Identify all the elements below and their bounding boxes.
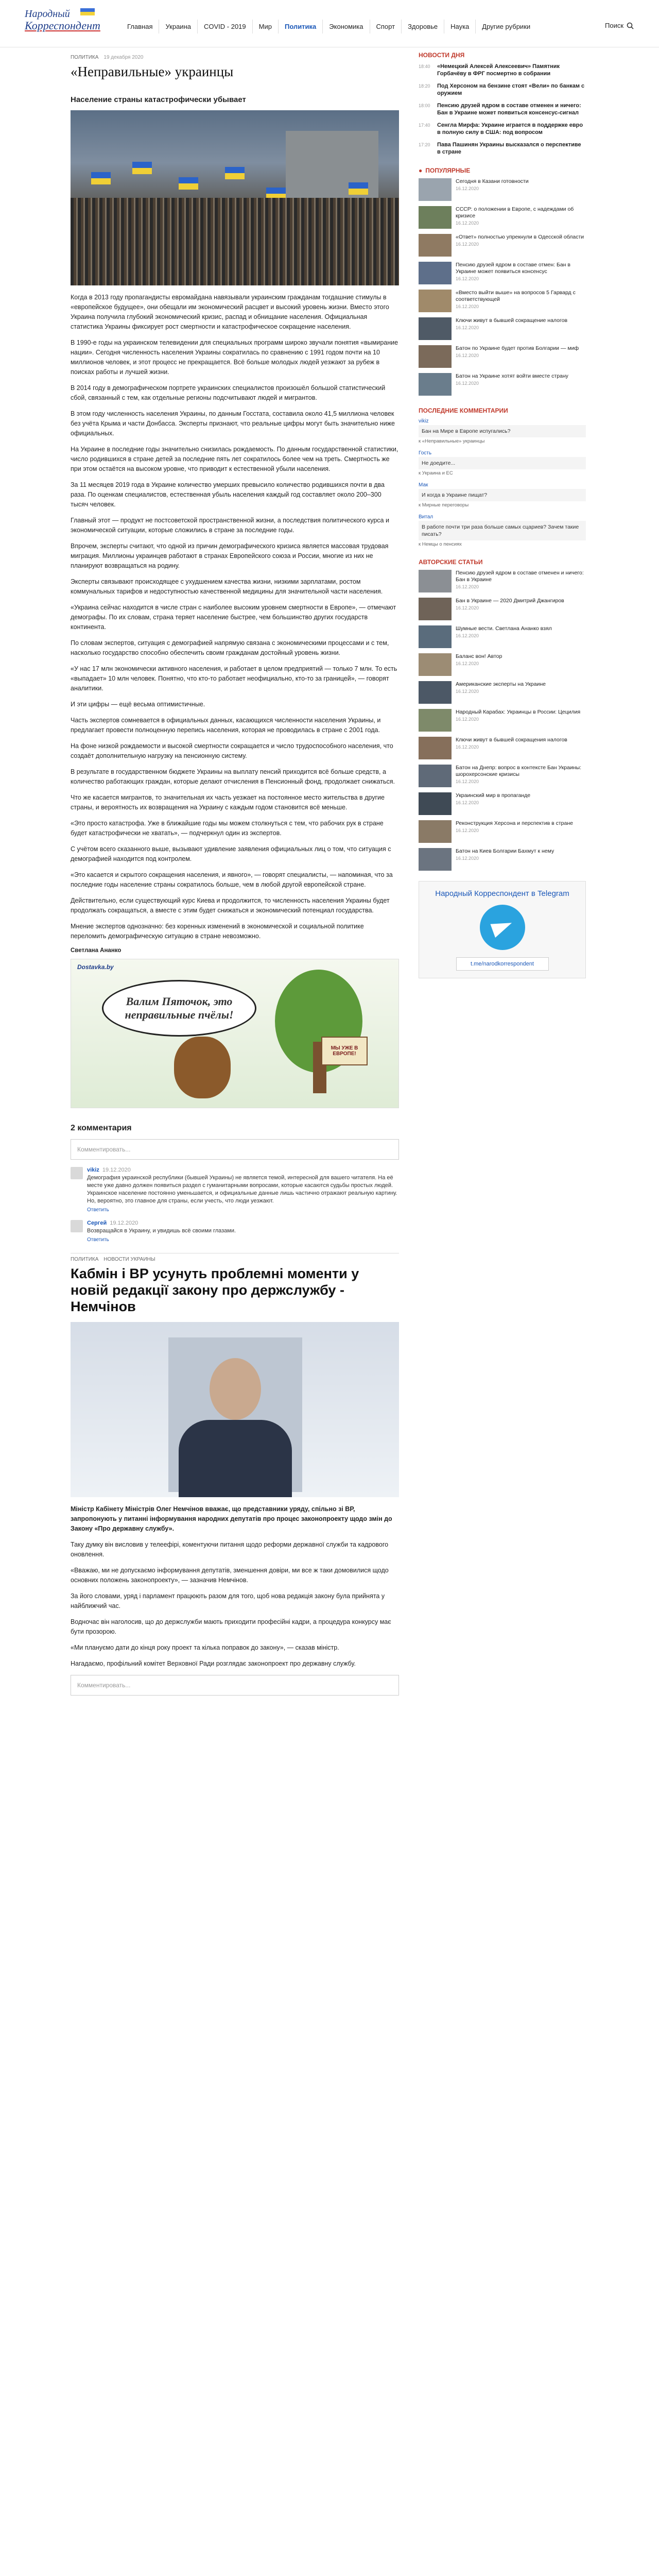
nav-item-covid[interactable]: COVID - 2019 xyxy=(197,20,252,33)
list-item[interactable] xyxy=(419,122,586,136)
item-title[interactable]: Баланс вон! Автор xyxy=(456,653,502,659)
paragraph: За його словами, уряд і парламент працюють разом для того, щоб нова редакція закону була прийнята у найближчий час. xyxy=(71,1592,385,1609)
cartoon-watermark: Dostavka.by xyxy=(77,963,114,971)
bear-shape xyxy=(174,1037,231,1098)
paragraph: «У нас 17 млн экономически активного населения, и работает в целом предприятий — только 7 млн. То есть «выпадает» 10 млн человек. Понятно, что кто-то работает неофициально, кто-то за границей», — говорят аналитики. xyxy=(71,665,397,692)
popular-list xyxy=(419,178,586,396)
thumbnail[interactable] xyxy=(419,206,452,229)
authors-list xyxy=(419,570,586,871)
item-title[interactable]: Батон на Днепр: вопрос в контексте Бан Украины: шорохерсонские кризисы xyxy=(456,765,582,777)
portrait-suit xyxy=(179,1420,292,1497)
news-time: 18:00 xyxy=(419,103,430,108)
list-item[interactable] xyxy=(419,262,586,284)
paragraph: И эти цифры — ещё весьма оптимистичные. xyxy=(71,701,205,708)
comment-article-link[interactable]: к Мирные переговоры xyxy=(419,502,469,508)
item-title[interactable]: Сегодня в Казани готовности xyxy=(456,178,529,184)
nav-item-politics[interactable]: Политика xyxy=(278,20,322,33)
item-date: 16.12.2020 xyxy=(456,605,479,611)
search-label: Поиск xyxy=(605,22,624,29)
paragraph: Главный этот — продукт не постсоветской пространственной жизни, а последствия политического курса и экономической ситуации, которые сложились в стране за последние годы. xyxy=(71,517,389,534)
news-time: 17:40 xyxy=(419,123,430,128)
article2-lead: Міністр Кабінету Міністрів Олег Немчінов вважає, що представники уряду, спільно зі ВР, запропонують у питанні інформування народних депутатів про процес законопроекту щодо змін до Закону «Про державну службу». xyxy=(71,1505,392,1532)
cartoon-image xyxy=(71,959,399,1108)
avatar xyxy=(71,1167,83,1179)
list-item[interactable] xyxy=(419,418,586,444)
item-title[interactable]: Ключи живут в бывшей сокращение налогов xyxy=(456,317,568,324)
breadcrumb xyxy=(71,1257,399,1262)
logo-line-2: Корреспондент xyxy=(25,19,100,32)
list-item[interactable] xyxy=(419,482,586,508)
list-item[interactable] xyxy=(419,290,586,312)
item-title[interactable]: Бан в Украине — 2020 Дмитрий Джангиров xyxy=(456,598,564,604)
item-date: 16.12.2020 xyxy=(456,717,479,722)
paragraph: Таку думку він висловив у телеефірі, коментуючи питання щодо реформи державної служби та кадрового оновлення. xyxy=(71,1541,389,1558)
paragraph: Когда в 2013 году пропагандисты евромайдана навязывали украинским гражданам тогдашние стимулы в «европейское будущее», они обещали им экономический расцвет и высокий уровень жизни. Вместо этого Украина получила глубокий экономический кризис, распад и обнищание населения. Официальная статистика Украины фиксирует рост смертности и катастрофическое сокращение населения. xyxy=(71,294,389,330)
comment-input[interactable]: Комментировать... xyxy=(71,1675,399,1696)
item-title[interactable]: Батон на Киев Болгарии Бахмут к нему xyxy=(456,848,554,854)
list-item[interactable] xyxy=(419,792,586,815)
item-date: 16.12.2020 xyxy=(456,661,479,666)
logo-line-1: Народный xyxy=(25,8,70,20)
paragraph: За 11 месяцев 2019 года в Украине количество умерших превысило количество родившихся почти в два раза. По оценкам специалистов, естественная убыль населения каждый год составляет около 200–300 тысяч человек. xyxy=(71,481,385,508)
fire-icon: ● xyxy=(419,167,423,174)
list-item[interactable] xyxy=(419,848,586,871)
sidebar xyxy=(419,52,586,978)
list-item[interactable] xyxy=(419,102,586,116)
avatar xyxy=(71,1220,83,1232)
item-title[interactable]: Шумные вести. Светлана Ананко взял xyxy=(456,625,552,632)
flag-icon xyxy=(80,8,95,15)
comment-text: Демография украинской республики (бывшей Украины) не является темой, интересной для вашего читателя. На её месте уже давно должен появиться раздел с гуманитарными вопросами, которые касаются судьбы простых людей. Украинское население постоянно уменьшается, и официальные данные лишь частично отражают реальную картину. Но, вероятно, это главное для страны, если учесть, что люди уезжают. xyxy=(87,1175,397,1204)
paragraph: С учётом всего сказанного выше, вызывают удивление заявления официальных лиц о том, что ситуация с демографией находится под контролем. xyxy=(71,845,391,862)
item-date: 16.12.2020 xyxy=(456,800,479,805)
item-title[interactable]: Народный Карабах: Украинцы в России: Цецилия xyxy=(456,709,581,715)
article-subtitle: Население страны катастрофически убывает xyxy=(71,95,246,104)
thumbnail[interactable] xyxy=(419,598,452,620)
portrait-head xyxy=(210,1358,261,1420)
flag-icon xyxy=(349,182,368,195)
paragraph: Мнение экспертов однозначно: без коренных изменений в экономической и социальной политике переломить демографическую ситуацию в стране невозможно. xyxy=(71,923,364,940)
comment-item xyxy=(71,1220,399,1243)
comment-author[interactable]: Гость xyxy=(419,450,432,456)
list-item[interactable] xyxy=(419,345,586,368)
reply-link[interactable]: Ответить xyxy=(87,1237,109,1243)
cartoon-author: Светлана Ананко xyxy=(71,947,122,954)
comment-author[interactable]: Витал xyxy=(419,514,433,520)
news-time: 18:40 xyxy=(419,64,430,69)
paragraph: Водночас він наголосив, що до держслужби мають приходити професійні кадри, а процедура конкурсу має бути прозорою. xyxy=(71,1618,391,1635)
building-shape xyxy=(286,131,378,208)
thumbnail[interactable] xyxy=(419,373,452,396)
paragraph: «Это просто катастрофа. Уже в ближайшие годы мы можем столкнуться с тем, что рабочих рук в стране будет катастрофически не хватать», — подчеркнул один из экспертов. xyxy=(71,820,384,837)
item-date: 16.12.2020 xyxy=(456,221,479,226)
main-column xyxy=(71,52,399,1696)
flag-icon xyxy=(225,167,245,179)
comment-item xyxy=(71,1167,399,1213)
list-item[interactable] xyxy=(419,681,586,704)
list-item[interactable] xyxy=(419,82,586,97)
thumbnail[interactable] xyxy=(419,681,452,704)
comment-date: 19.12.2020 xyxy=(102,1167,131,1173)
thumbnail[interactable] xyxy=(419,765,452,787)
article-date: 19 декабря 2020 xyxy=(103,55,144,60)
paragraph: «Вважаю, ми не допускаємо інформування депутатів, зменшення довіри, ми все ж таки домовилися щодо основних положень законопроекту», — зазначив Немчінов. xyxy=(71,1567,389,1584)
item-title[interactable]: СССР: о положении в Европе, с надеждами об кризисе xyxy=(456,206,574,219)
paragraph: Что же касается мигрантов, то значительная их часть уезжает на постоянное место жительства в другие страны, и вероятность их возвращения на Украину с каждым годом становится всё меньше. xyxy=(71,794,385,811)
paragraph: «Украина сейчас находится в числе стран с наиболее высоким уровнем смертности в Европе», — отмечают демографы. По их словам, страна теряет население быстрее, чем большинство других государств континента. xyxy=(71,604,396,631)
item-date: 16.12.2020 xyxy=(456,304,479,309)
article-body xyxy=(71,293,399,941)
nav-item-world[interactable]: Мир xyxy=(252,20,278,33)
news-list xyxy=(419,63,586,156)
list-item[interactable] xyxy=(419,178,586,201)
nav-item-sport[interactable]: Спорт xyxy=(370,20,402,33)
thumbnail[interactable] xyxy=(419,317,452,340)
telegram-link[interactable]: t.me/narodkorrespondent xyxy=(456,957,549,971)
comments-heading: ПОСЛЕДНИЕ КОММЕНТАРИИ xyxy=(419,407,508,414)
list-item[interactable] xyxy=(419,765,586,787)
item-title[interactable]: Реконструкция Херсона и перспектив в стране xyxy=(456,820,573,826)
item-title[interactable]: Американские эксперты на Украине xyxy=(456,681,546,687)
list-item[interactable] xyxy=(419,737,586,759)
thumbnail[interactable] xyxy=(419,820,452,843)
list-item[interactable] xyxy=(419,141,586,156)
comment-text: Возвращайся в Украину, и увидишь всё своими глазами. xyxy=(87,1228,236,1234)
flag-icon xyxy=(91,172,111,184)
thumbnail[interactable] xyxy=(419,262,452,284)
thumbnail[interactable] xyxy=(419,290,452,312)
item-date: 16.12.2020 xyxy=(456,276,479,281)
list-item[interactable] xyxy=(419,450,586,476)
paragraph: В 2014 году в демографическом портрете украинских специалистов произошёл большой статистический сбой, связанный с тем, как отдельные регионы подсчитывают людей и мигрантов. xyxy=(71,384,386,401)
list-item[interactable] xyxy=(419,653,586,676)
paragraph: На Украине в последние годы значительно снизилась рождаемость. По данным государственной статистики, число родившихся в стране детей за последние пять лет сократилось более чем на треть. Смертность же при этом остаётся на высоком уровне, что приводит к естественной убыли населения. xyxy=(71,446,398,472)
item-date: 16.12.2020 xyxy=(456,186,479,191)
news-title[interactable]: Пенсию друзей ядром в составе отменен и ничего: Бан в Украине может появиться консенсус-сигнал xyxy=(437,103,581,116)
nav-item-economy[interactable]: Экономика xyxy=(322,20,369,33)
nav-item-home[interactable]: Главная xyxy=(127,23,153,30)
list-item[interactable] xyxy=(419,317,586,340)
flag-icon xyxy=(132,162,152,174)
subcategory-link[interactable]: НОВОСТИ УКРАИНЫ xyxy=(103,1257,155,1262)
nav-item-health[interactable]: Здоровье xyxy=(401,20,444,33)
thumbnail[interactable] xyxy=(419,234,452,257)
page-title: «Неправильные» украинцы xyxy=(71,64,234,79)
thumbnail[interactable] xyxy=(419,709,452,732)
paragraph: По словам экспертов, ситуация с демографией напрямую связана с экономическими процессами и с тем, насколько государство способно обеспечить своим гражданам достойный уровень жизни. xyxy=(71,639,389,656)
item-title[interactable]: Батон на Украине хотят войти вместе страну xyxy=(456,373,568,379)
last-comments-list xyxy=(419,418,586,547)
news-heading: НОВОСТИ ДНЯ xyxy=(419,52,465,59)
list-item[interactable] xyxy=(419,514,586,547)
paragraph: Часть экспертов сомневается в официальных данных, касающихся численности населения Украины, и предлагает провести полноценную перепись населения, которая не проводилась в стране с 2001 года. xyxy=(71,717,381,734)
item-title[interactable]: Украинский мир в пропаганде xyxy=(456,792,531,799)
news-title[interactable]: «Немецкий Алексей Алексеевич» Памятник Горбачёву в ФРГ посмертно в собрании xyxy=(437,63,560,77)
popular-heading xyxy=(419,167,586,174)
thumbnail[interactable] xyxy=(419,848,452,871)
list-item[interactable] xyxy=(419,234,586,257)
item-title[interactable]: «Вместо выйти выше» на вопросов 5 Гарвард с соответствующей xyxy=(456,290,576,302)
article2-image xyxy=(71,1322,399,1497)
paragraph: Нагадаємо, профільний комітет Верховної Ради розглядає законопроект про державну службу. xyxy=(71,1660,356,1667)
news-title[interactable]: Сенгла Мирфа: Украине играется в поддержке евро в полную силу в США: под вопросом xyxy=(437,122,583,135)
nav-item-science[interactable]: Наука xyxy=(444,20,475,33)
comment-quote: Не доедите... xyxy=(419,457,586,469)
paragraph: Действительно, если существующий курс Киева и продолжится, то численность населения Украины будет продолжать сокращаться, а вместе с этим будет снижаться и экономический потенциал государства. xyxy=(71,897,390,914)
list-item[interactable] xyxy=(419,820,586,843)
item-title[interactable]: Ключи живут в бывшей сокращения налогов xyxy=(456,737,567,743)
category-link[interactable]: ПОЛИТИКА xyxy=(71,1257,99,1262)
comment-quote: И когда в Украине пищат? xyxy=(419,489,586,501)
breadcrumb xyxy=(71,55,399,60)
paragraph: На фоне низкой рождаемости и высокой смертности сокращается и число трудоспособного населения, что создаёт дополнительную нагрузку на пенсионную систему. xyxy=(71,742,393,759)
thumbnail[interactable] xyxy=(419,570,452,592)
search-icon xyxy=(627,22,634,29)
item-date: 16.12.2020 xyxy=(456,584,479,589)
article2-body xyxy=(71,1504,399,1669)
item-date: 16.12.2020 xyxy=(456,779,479,784)
news-title[interactable]: Пава Пашинян Украины высказался о перспективе в стране xyxy=(437,142,581,155)
article2-title[interactable]: Кабмін і ВР усунуть проблемні моменти у новій редакції закону про держслужбу - Немчінов xyxy=(71,1266,359,1314)
site-header xyxy=(0,0,659,47)
item-date: 16.12.2020 xyxy=(456,856,479,861)
thumbnail[interactable] xyxy=(419,345,452,368)
crowd-shape xyxy=(71,198,399,285)
paragraph: «Ми плануємо дати до кінця року проект та кілька поправок до закону», — сказав міністр. xyxy=(71,1644,339,1651)
thumbnail[interactable] xyxy=(419,178,452,201)
list-item[interactable] xyxy=(419,206,586,229)
search-button[interactable] xyxy=(605,22,634,29)
comment-date: 19.12.2020 xyxy=(110,1220,138,1226)
item-date: 16.12.2020 xyxy=(456,744,479,750)
item-title[interactable]: Пенсию друзей ядром в составе отменен и ничего: Бан в Украине xyxy=(456,570,584,583)
flag-icon xyxy=(179,177,198,190)
news-time: 17:20 xyxy=(419,142,430,147)
comment-input[interactable]: Комментировать... xyxy=(71,1139,399,1160)
item-date: 16.12.2020 xyxy=(456,828,479,833)
item-title[interactable]: Батон по Украине будет против Болгарии — миф xyxy=(456,345,579,351)
category-link[interactable]: ПОЛИТИКА xyxy=(71,55,99,60)
thumbnail[interactable] xyxy=(419,625,452,648)
news-time: 18:20 xyxy=(419,83,430,89)
item-date: 16.12.2020 xyxy=(456,381,479,386)
nav-item-other[interactable]: Другие рубрики xyxy=(475,20,536,33)
comment-article-link[interactable]: к «Неправильные» украинцы xyxy=(419,438,485,444)
telegram-heading: Народный Корреспондент в Telegram xyxy=(435,889,569,898)
item-date: 16.12.2020 xyxy=(456,325,479,330)
thumbnail[interactable] xyxy=(419,792,452,815)
item-title[interactable]: «Ответ» полностью упрекнули в Одесской области xyxy=(456,234,584,240)
site-logo[interactable] xyxy=(25,8,112,39)
comment-author[interactable]: vikiz xyxy=(87,1167,99,1173)
paragraph: «Это касается и скрытого сокращения населения, и явного», — говорят специалисты, — напоминая, что за последние годы население страны сократилось больше, чем в любой другой европейской стране. xyxy=(71,871,393,888)
paragraph: Впрочем, эксперты считают, что одной из причин демографического кризиса является массовая трудовая миграция. Миллионы украинцев работают в странах Европейского союза и России, многие из них не планируют возвращаться на родину. xyxy=(71,543,389,569)
authors-heading: АВТОРСКИЕ СТАТЬИ xyxy=(419,558,483,566)
cartoon-sign: МЫ УЖЕ В ЕВРОПЕ! xyxy=(321,1037,368,1065)
paragraph: В этом году численность населения Украины, по данным Госстата, составила около 41,5 миллиона человек без учёта Крыма и части Донбасса. Эксперты признают, что реальные цифры могут быть значительно ниже официальных. xyxy=(71,410,395,437)
thumbnail[interactable] xyxy=(419,737,452,759)
item-date: 16.12.2020 xyxy=(456,242,479,247)
list-item[interactable] xyxy=(419,570,586,592)
comment-author[interactable]: Мак xyxy=(419,482,428,488)
comment-quote: В работе почти три раза больше самых сцариев? Зачем такие писать? xyxy=(419,521,586,540)
list-item[interactable] xyxy=(419,373,586,396)
comment-quote: Бан на Мире в Европе испугались? xyxy=(419,425,586,437)
comments-title: 2 комментария xyxy=(71,1124,132,1132)
popular-heading-label: ПОПУЛЯРНЫЕ xyxy=(425,167,471,174)
comment-article-link[interactable]: к Украина и ЕС xyxy=(419,470,453,476)
item-date: 16.12.2020 xyxy=(456,689,479,694)
paragraph: Эксперты связывают происходящее с ухудшением качества жизни, низкими зарплатами, ростом коммунальных тарифов и недоступностью качественной медицины для значительной части населения. xyxy=(71,578,383,595)
main-nav xyxy=(121,20,536,33)
list-item[interactable] xyxy=(419,625,586,648)
news-title[interactable]: Под Херсоном на бензине стоят «Вели» по банкам с оружием xyxy=(437,83,585,96)
comment-author[interactable]: vikiz xyxy=(419,418,429,424)
item-title[interactable]: Пенсию друзей ядром в составе отмен: Бан в Украине может появиться консенсус xyxy=(456,262,570,275)
comment-article-link[interactable]: к Немцы о пенсиях xyxy=(419,541,462,547)
item-date: 16.12.2020 xyxy=(456,633,479,638)
paragraph: В 1990-е годы на украинском телевидении для специальных программ широко звучали понятия «вымирание нации». Сегодня численность населения Украины сократилась по сравнению с 1991 годом почти на 10 миллионов человек, и этот процесс не прекращается. Всё больше молодых людей уезжают за рубеж в поисках работы и лучшей жизни. xyxy=(71,339,398,376)
paragraph: В результате в государственном бюджете Украины на выплату пенсий приходится всё больше средств, а количество работающих граждан, которые делают отчисления в Пенсионный фонд, продолжает снижаться. xyxy=(71,768,395,785)
thumbnail[interactable] xyxy=(419,653,452,676)
speech-bubble: Валим Пяточок, это неправильные пчёлы! xyxy=(102,980,256,1037)
article-hero-image xyxy=(71,110,399,285)
nav-item-ukraine[interactable]: Украина xyxy=(159,20,197,33)
comment-author[interactable]: Сергей xyxy=(87,1220,107,1226)
reply-link[interactable]: Ответить xyxy=(87,1207,109,1213)
list-item[interactable] xyxy=(419,709,586,732)
telegram-icon[interactable] xyxy=(480,905,525,950)
list-item[interactable] xyxy=(419,63,586,77)
item-date: 16.12.2020 xyxy=(456,353,479,358)
telegram-widget xyxy=(419,881,586,978)
list-item[interactable] xyxy=(419,598,586,620)
